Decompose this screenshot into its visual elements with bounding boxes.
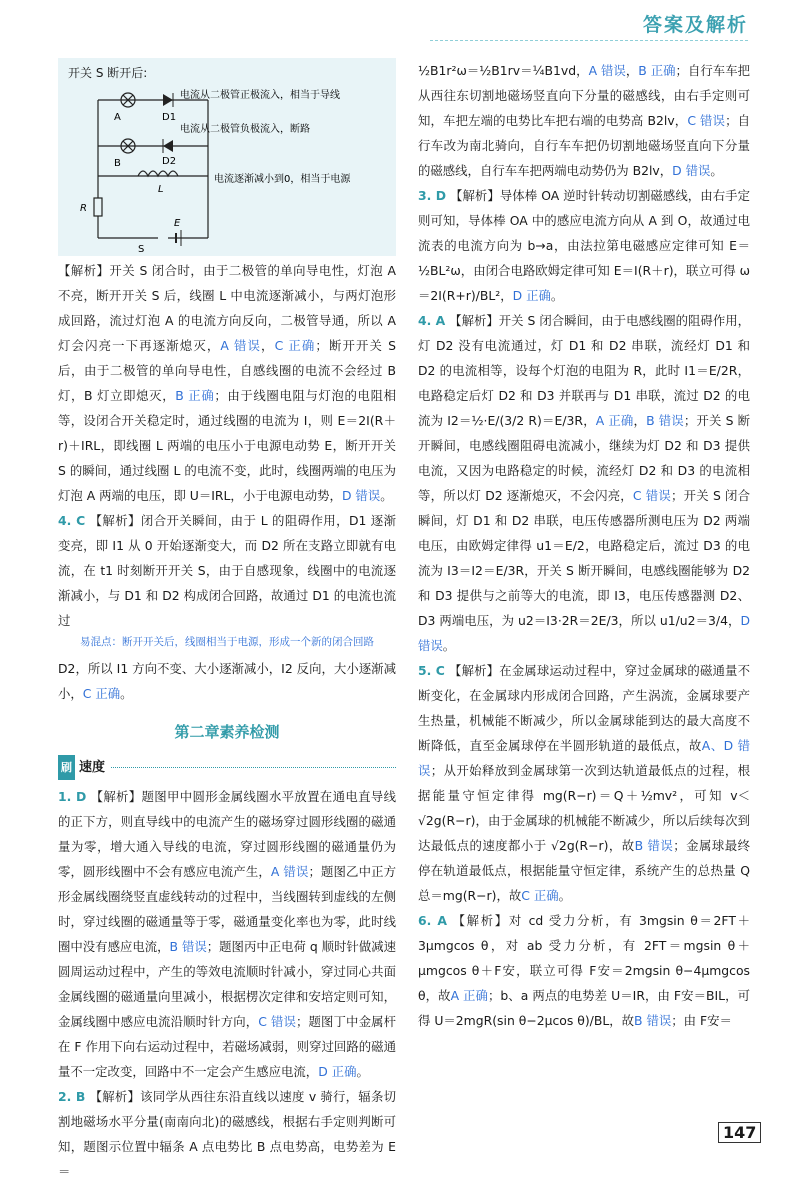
label-r: R	[80, 203, 87, 214]
q2-analysis: 2. B 【解析】该同学从西往东沿直线以速度 v 骑行，辐条切割地磁场水平分量(南南向北)的磁感线，根据右手定则判断可知，题图示位置中辐条 A 点电势比 B 点电势高，电势差为 E＝	[58, 1089, 396, 1179]
note-1: 电流从二极管正极流入，相当于导线	[180, 90, 340, 101]
section-title: 第二章素养检测	[174, 723, 280, 741]
q3-analysis: 3. D 【解析】导体棒 OA 逆时针转动切割磁感线，由右手定则可知，导体棒 OA 中的感应电流方向从 A 到 O，故通过电流表的电流方向为 b→a，由法拉第电磁感应定律可知 E＝½BL²ω，由闭合电路欧姆定律可知 E＝I(R＋r)，联立可得 ω＝2I(R+r)/BL²，D 正确。	[418, 188, 750, 303]
q4-analysis: 4. C 【解析】闭合开关瞬间，由于 L 的阻碍作用，D1 逐渐变亮，即 I1 从 0 开始逐渐变大，而 D2 所在支路立即就有电流，在 t1 时刻断开开关 S，由于自感现象，线圈中的电流逐渐减小，与 D1 和 D2 构成闭合回路，故通过 D1 的电流也流过	[58, 513, 396, 628]
q1-analysis: 1. D 【解析】题图甲中圆形金属线圈水平放置在通电直导线的正下方，则直导线中的电流产生的磁场穿过圆形线圈的磁通量为零，增大通入导线的电流，穿过圆形线圈的磁通量仍为零，圆形线圈中不会有感应电流产生，A 错误；题图乙中正方形金属线圈绕竖直虚线转动的过程中，当线圈转到虚线的左侧时，穿过线圈的磁通量等于零，磁通量变化率也为零，此时线圈中没有感应电流，B 错误；题图丙中正电荷 q 顺时针做减速圆周运动过程中，产生的等效电流顺时针减小，穿过同心共面金属线圈的磁通量向里减小，根据楞次定律和安培定则可知，金属线圈中感应电流沿顺时针方向，C 错误；题图丁中金属杆在 F 作用下向右运动过程中，若磁场减弱，则穿过回路的磁通量不一定改变，回路中不一定会产生感应电流，D 正确。	[58, 789, 397, 1079]
sub-header: 刷 速度	[58, 755, 396, 780]
page-number: 147	[718, 1122, 761, 1143]
page-header-title: 答案及解析	[642, 14, 748, 36]
figure-title: 开关 S 断开后:	[68, 66, 148, 80]
label-a: A	[114, 112, 121, 123]
q4r-analysis: 4. A 【解析】开关 S 闭合瞬间，由于电感线圈的阻碍作用，灯 D2 没有电流通过，灯 D1 和 D2 串联，流经灯 D1 和 D2 的电流相等，设每个灯泡的电阻为 R，此时 I1＝E/2R，电路稳定后灯 D2 和 D3 并联再与 D1 串联，流过 D2 的电流为 I2＝½·E/(3/2 R)＝E/3R，A 正确，B 错误；开关 S 断开瞬间，电感线圈阻碍电流减小，继续为灯 D2 和 D3 提供电流，又因为电路稳定的时候，流经灯 D2 和 D3 的电流相等，所以灯 D2 逐渐熄灭，不会闪亮，C 错误；开关 S 闭合瞬间，灯 D1 和 D2 串联，电压传感器所测电压为 D2 两端电压，由欧姆定律得 u1＝E/2，电路稳定后，流过 D3 的电流为 I3＝I2＝E/3R，开关 S 断开瞬间，电感线圈能够为 D2 和 D3 提供与之前等大的电流，即 I3，电压传感器测 D2、D3 两端电压，为 u2＝I3·2R＝2E/3，所以 u1/u2＝3/4，D 错误。	[418, 313, 751, 653]
right-column	[418, 58, 750, 1033]
label-b: B	[114, 158, 121, 169]
q3-prev-analysis: 【解析】开关 S 闭合时，由于二极管的单向导电性，灯泡 A 不亮，断开开关 S 后，线圈 L 中电流逐渐减小，与两灯泡形成回路，流过灯泡 A 的电流方向反向，二极管导通，所以 A 灯会闪亮一下再逐渐熄灭，A 错误，C 正确；断开开关 S 后，由于二极管的单向导电性，自感线圈的电流不会经过 B 灯，B 灯立即熄灭，B 正确；由于线圈电阻与灯泡的电阻相等，设闭合开关稳定时，通过线圈的电流为 I，则 E＝2I(R＋r)＋IRL，即线圈 L 两端的电压小于电源电动势 E，断开开关 S 的瞬间，通过线圈 L 的电流不变，此时，线圈两端的电压为灯泡 A 两端的电压，即 U＝IRL，小于电源电动势，D 错误。	[58, 263, 397, 503]
q4-analysis-cont: D2，所以 I1 方向不变、大小逐渐减小，I2 反向，大小逐渐减小，C 正确。	[58, 661, 396, 701]
label-d1: D1	[162, 112, 177, 123]
q4-note: 易混点：断开开关后，线圈相当于电源，形成一个新的闭合回路	[80, 636, 374, 648]
note-3: 电流逐渐减小到0，相当于电源	[214, 174, 351, 185]
left-column	[58, 258, 396, 1184]
circuit-diagram	[58, 58, 396, 256]
circuit-figure	[58, 58, 396, 256]
q5-analysis: 5. C 【解析】在金属球运动过程中，穿过金属球的磁通量不断变化，在金属球内形成闭合回路，产生涡流，金属球要产生热量，机械能不断减少，所以金属球能到达的最大高度不断降低，直至金属球停在半圆形轨道的最低点，故A、D 错误；从开始释放到金属球第一次到达轨道最低点的过程，根据能量守恒定律得 mg(R−r)＝Q＋½mv²，可知 v＜√2g(R−r)，由于金属球的机械能不断减少，所以后续每次到达最低点的速度都小于 √2g(R−r)，故B 错误；金属球最终停在轨道最低点，根据能量守恒定律，系统产生的总热量 Q总＝mg(R−r)，故C 正确。	[418, 663, 751, 903]
label-l: L	[158, 184, 164, 195]
q2-analysis-cont: ½B1r²ω＝½B1rv＝¼B1vd，A 错误，B 正确；自行车车把从西往东切割地磁场竖直向下分量的磁感线，由右手定则可知，车把左端的电势比车把右端的电势高 B2lv，C 错误；自行车改为南北骑向，自行车车把仍切割地磁场竖直向下分量的磁感线，自行车车把两端电动势仍为 B2lv，D 错误。	[418, 63, 751, 178]
label-s: S	[138, 244, 145, 255]
q6-analysis: 6. A 【解析】对 cd 受力分析，有 3mgsin θ＝2FT＋3μmgcos θ，对 ab 受力分析，有 2FT＝mgsin θ＋μmgcos θ＋F安，联立可得 F安＝2mgsin θ−4μmgcos θ，故A 正确；b、a 两点的电势差 U＝IR，由 F安＝BIL，可得 U＝2mgR(sin θ−2μcos θ)/BL，故B 错误；由 F安＝	[418, 913, 750, 1028]
label-e: E	[174, 218, 181, 229]
label-d2: D2	[162, 156, 177, 167]
header-rule	[430, 40, 748, 41]
note-2: 电流从二极管负极流入，断路	[180, 124, 310, 135]
